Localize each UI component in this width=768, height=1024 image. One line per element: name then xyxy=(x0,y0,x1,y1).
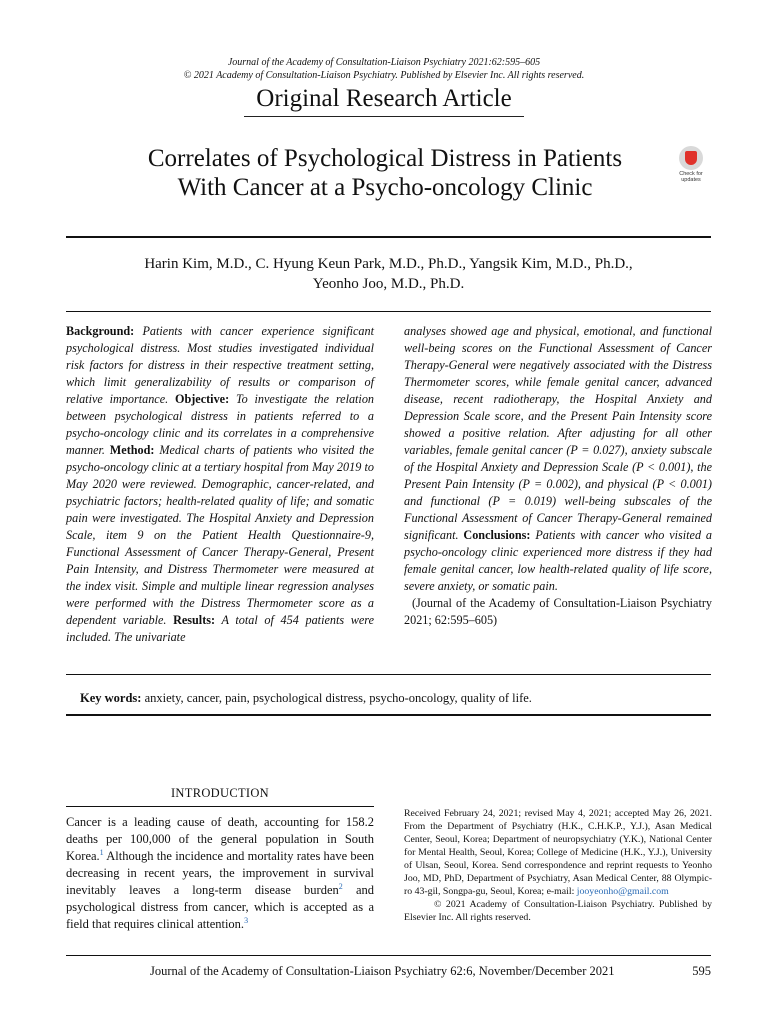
keywords-bottom-divider xyxy=(66,714,711,716)
badge-label-line-2: updates xyxy=(681,177,701,183)
badge-label-line-1: Check for xyxy=(679,171,703,177)
article-type-underline xyxy=(244,116,524,117)
reference-link-2[interactable]: 2 xyxy=(338,881,343,891)
author-line-2: Yeonho Joo, M.D., Ph.D. xyxy=(312,276,465,292)
abstract-column-left xyxy=(66,323,374,646)
reference-link-3[interactable]: 3 xyxy=(244,915,249,925)
title-line-2: With Cancer at a Psycho-oncology Clinic xyxy=(177,174,593,201)
footnote-copyright: © 2021 Academy of Consultation-Liaison Psychiatry. Published by Elsevier Inc. All rights reserved. xyxy=(404,899,712,923)
conclusions-label: Conclusions: xyxy=(463,528,531,542)
intro-text-3: and psychological distress from cancer, which is accepted as a field that requires clinical attention. xyxy=(66,883,374,931)
introduction-divider xyxy=(66,806,374,807)
keywords-text: anxiety, cancer, pain, psychological distress, psycho-oncology, quality of life. xyxy=(141,691,532,705)
badge-label xyxy=(673,171,709,183)
method-text: Medical charts of patients who visited the psycho-oncology clinic at a tertiary hospital from May 2019 to May 2020 were reviewed. Demographic, cancer-related, and psychiatric factors; health-related quality of life; and somatic pain were investigated. The Hospital Anxiety and Depression Scale, item 9 on the Patient Health Questionnaire-9, Functional Assessment of Cancer Therapy-General, Present Pain Intensity, and Distress Thermometer were measured at the index visit. Simple and multiple linear regression analyses were performed with the Distress Thermometer score as a dependent variable. xyxy=(66,443,374,627)
background-label: Background: xyxy=(66,324,135,338)
keywords-label: Key words: xyxy=(80,691,142,705)
page-number: 595 xyxy=(692,964,711,978)
abstract-top-divider xyxy=(66,311,711,312)
results-label: Results: xyxy=(173,613,216,627)
method-label: Method: xyxy=(109,443,155,457)
title-divider xyxy=(66,236,711,238)
footnote-text: Received February 24, 2021; revised May 4, 2021; accepted May 26, 2021. From the Department of Psychiatry (H.K., C.H.K.P., Y.J.), Asan Medical Center, Seoul, Korea; Department of neuropsychiatry (Y.K.), National Center for Mental Health, Seoul, Korea; College of Medicine (H.K., Y.J.), University of Ulsan, Seoul, Korea. Send correspondence and reprint requests to Yeonho Joo, MD, PhD, Department of Psychiatry, Asan Medical Center, 88 Olympic-ro 43-gil, Songpa-gu, Seoul, Korea; e-mail: xyxy=(404,808,712,897)
article-title xyxy=(90,144,680,202)
objective-label: Objective: xyxy=(174,392,230,406)
introduction-paragraph xyxy=(66,814,374,933)
introduction-heading: INTRODUCTION xyxy=(170,786,270,800)
intro-text-1: Cancer is a leading cause of death, accounting for 158.2 deaths per 100,000 of the general population in South Korea. xyxy=(66,815,374,863)
check-for-updates-badge[interactable] xyxy=(673,146,709,186)
article-type-heading: Original Research Article xyxy=(256,85,512,112)
copyright-header-line: © 2021 Academy of Consultation-Liaison Psychiatry. Published by Elsevier Inc. All rights reserved. xyxy=(183,70,585,81)
abstract-column-right xyxy=(404,323,712,629)
conclusions-text: Patients with cancer who visited a psycho-oncology clinic experienced more distress if they had female genital cancer, low health-related quality of life score, severe anxiety, or somatic pain. xyxy=(404,528,712,593)
results-text-part-2: analyses showed age and physical, emotional, and functional well-being scores on the Functional Assessment of Cancer Therapy-General were negatively associated with the Distress Thermometer scores, while female genital cancer, advanced disease, recent radiotherapy, the Hospital Anxiety and Depression Scale score, and the Present Pain Intensity score showed a positive relation. After adjusting for all other variables, female genital cancer (P = 0.027), anxiety subscale of the Hospital Anxiety and Depression Scale (P < 0.001), the Present Pain Intensity (P = 0.002), and physical (P < 0.001) and functional (P = 0.019) well-being subscales of the Functional Assessment of Cancer Therapy-General remained significant. xyxy=(404,324,712,542)
title-line-1: Correlates of Psychological Distress in Patients xyxy=(147,145,623,172)
keywords-top-divider xyxy=(66,674,711,675)
reference-link-1[interactable]: 1 xyxy=(99,847,104,857)
author-list xyxy=(66,254,711,294)
footer-journal: Journal of the Academy of Consultation-Liaison Psychiatry 62:6, November/December 2021 xyxy=(150,964,615,978)
background-text: Patients with cancer experience significant psychological distress. Most studies investigated individual risk factors for distress in their respective treatment setting, which limit generalizability of results or comparison of relative importance. xyxy=(66,324,374,406)
objective-text: To investigate the relation between psychological distress in patients referred to a psycho-oncology clinic and its correlates in a comprehensive manner. xyxy=(66,392,375,457)
keywords xyxy=(80,690,532,707)
author-line-1: Harin Kim, M.D., C. Hyung Keun Park, M.D., Ph.D., Yangsik Kim, M.D., Ph.D., xyxy=(144,256,633,272)
abstract-citation: (Journal of the Academy of Consultation-Liaison Psychiatry 2021; 62:595–605) xyxy=(404,596,712,627)
correspondence-email-link[interactable]: jooyeonho@gmail.com xyxy=(576,886,669,897)
intro-text-2: Although the incidence and mortality rates have been decreasing in recent years, the improvement in survival inevitably leaves a long-term disease burden xyxy=(66,849,374,897)
article-footnote xyxy=(404,807,712,924)
journal-header-line: Journal of the Academy of Consultation-Liaison Psychiatry 2021:62:595–605 xyxy=(227,57,541,68)
check-for-updates-icon xyxy=(679,146,703,170)
results-text-part-1: A total of 454 patients were included. The univariate xyxy=(66,613,374,644)
footer-divider xyxy=(66,955,711,956)
